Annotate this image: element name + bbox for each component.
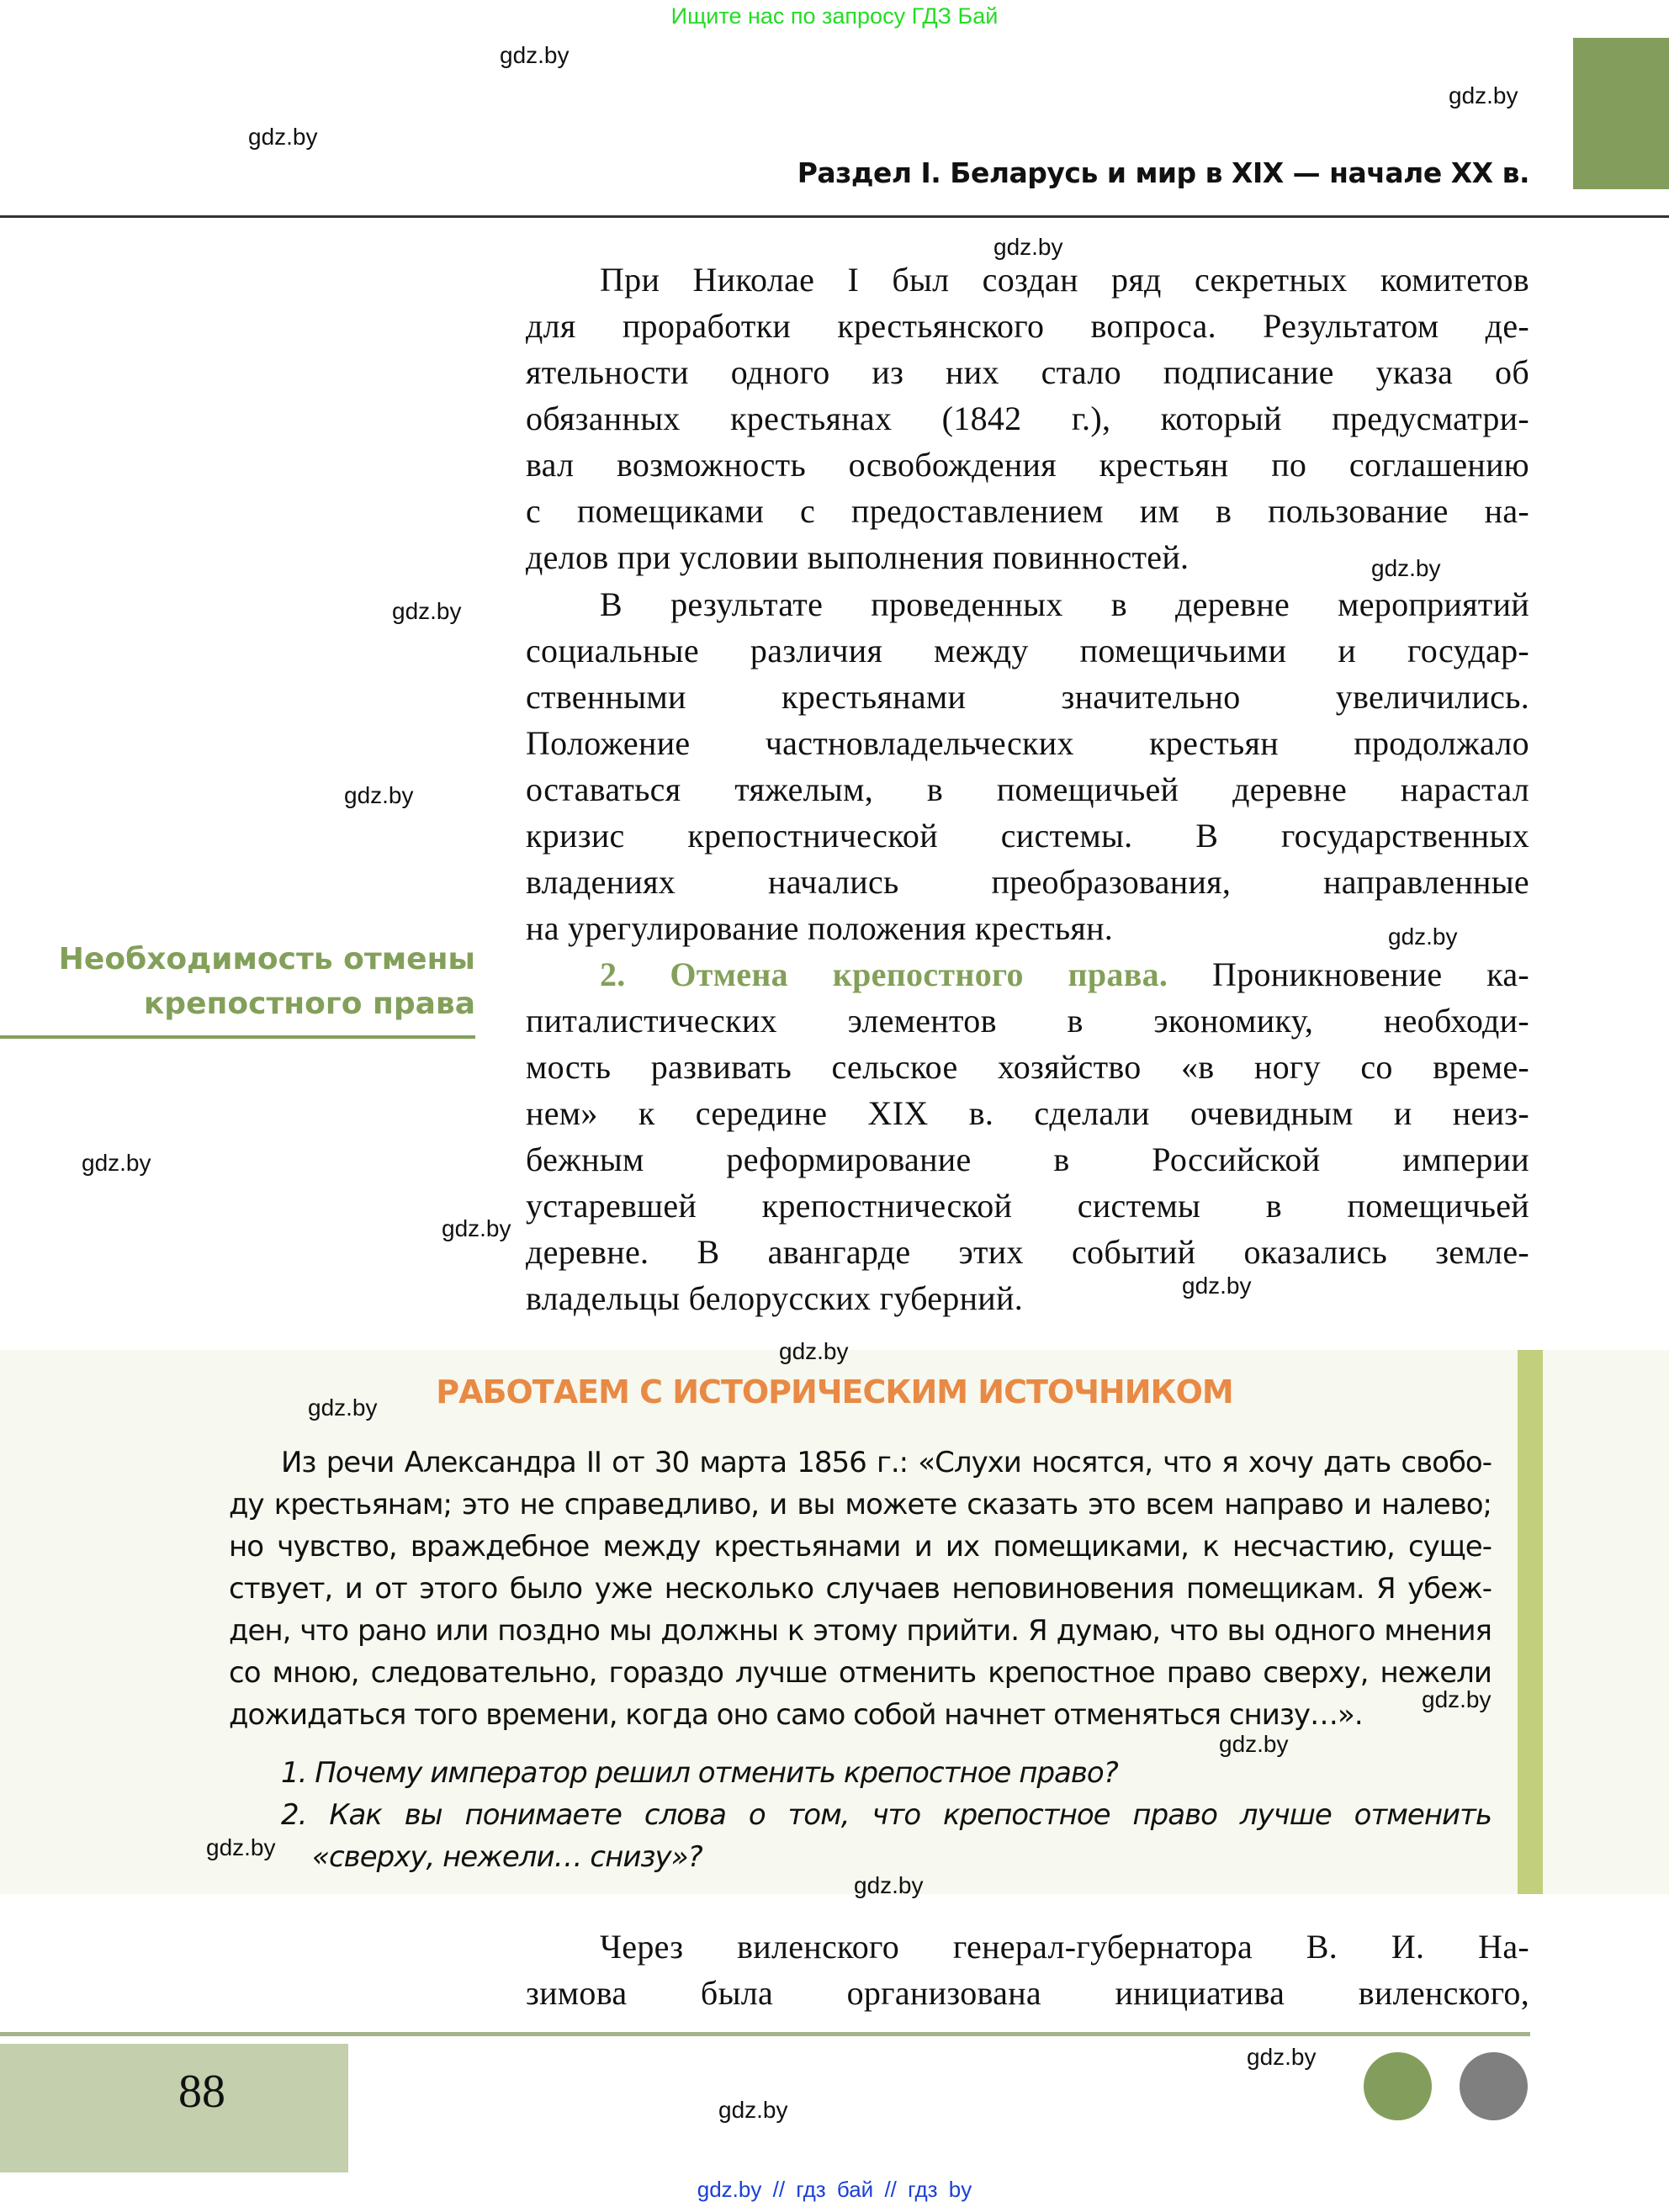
watermark: gdz.by [1422, 1686, 1492, 1712]
watermark: gdz.by [1371, 555, 1441, 581]
watermark: gdz.by [854, 1872, 924, 1898]
quote-line: дожидаться того времени, когда оно само собой начнет отменяться снизу…». [229, 1698, 1363, 1732]
question-1: 1. Почему император решил отменить крепостное право? [281, 1756, 1118, 1790]
quote-line: ду крестьянам; это не справедливо, и вы можете сказать это всем направо и налево; [229, 1488, 1492, 1521]
watermark: gdz.by [993, 234, 1063, 260]
running-head: Раздел I. Беларусь и мир в XIX — начале XX в. [797, 156, 1529, 189]
watermark: gdz.by [1449, 82, 1518, 108]
text-line: Через виленского генерал-губернатора В. И. На- [600, 1928, 1529, 1966]
watermark: gdz.by [779, 1338, 849, 1364]
section-heading: 2. Отмена крепостного права. [600, 955, 1168, 993]
text-line: ятельности одного из них стало подписание указа об [526, 353, 1529, 391]
watermark: gdz.by [500, 42, 570, 68]
text-line: питалистических элементов в экономику, необходи- [526, 1002, 1529, 1040]
watermark: gdz.by [82, 1150, 151, 1176]
quote-line: Из речи Александра II от 30 марта 1856 г.: «Слухи носятся, что я хочу дать свобо- [281, 1446, 1492, 1479]
search-banner: Ищите нас по запросу ГДЗ Бай [670, 3, 999, 29]
text-line: нем» к середине XIX в. сделали очевидным и неиз- [526, 1094, 1529, 1132]
text-line: бежным реформирование в Российской империи [526, 1140, 1529, 1178]
text-line: зимова была организована инициатива виленского, [526, 1974, 1529, 2012]
watermark: gdz.by [1182, 1273, 1252, 1299]
text-line: вал возможность освобождения крестьян по соглашению [526, 446, 1529, 484]
source-box-bar [1518, 1350, 1543, 1894]
text-line: Положение частновладельческих крестьян продолжало [526, 724, 1529, 762]
link-gdz-bai[interactable]: гдз бай [796, 2177, 874, 2202]
text-line: деревне. В авангарде этих событий оказались земле- [526, 1233, 1529, 1271]
watermark: gdz.by [1219, 1731, 1289, 1757]
quote-line: ствует, и от этого было уже несколько случаев неповиновения помещикам. Я убеж- [229, 1572, 1492, 1606]
link-gdz-by-cyr[interactable]: гдз by [908, 2177, 972, 2202]
text-line: оставаться тяжелым, в помещичьей деревне нарастал [526, 770, 1529, 808]
quote-line: но чувство, враждебное между крестьянами и их помещиками, к несчастию, суще- [229, 1530, 1492, 1564]
green-circle-icon [1364, 2052, 1432, 2120]
text-line: устаревшей крепостнической системы в помещичьей [526, 1187, 1529, 1225]
text-line: владельцы белорусских губерний. [526, 1279, 1023, 1317]
link-separator: // [884, 2177, 897, 2202]
watermark: gdz.by [206, 1834, 276, 1860]
source-box-heading: РАБОТАЕМ С ИСТОРИЧЕСКИМ ИСТОЧНИКОМ [436, 1373, 1233, 1410]
watermark: gdz.by [718, 2097, 788, 2123]
text-line: ственными крестьянами значительно увеличились. [526, 678, 1529, 716]
chapter-tab [1573, 38, 1669, 189]
quote-line: ден, что рано или поздно мы должны к этому прийти. Я думаю, что вы одного мнения [229, 1614, 1492, 1648]
text-line: При Николае I был создан ряд секретных комитетов [600, 261, 1529, 299]
watermark: gdz.by [1388, 923, 1458, 950]
gray-circle-icon [1460, 2052, 1528, 2120]
link-separator: // [772, 2177, 786, 2202]
watermark: gdz.by [392, 598, 462, 624]
link-gdz-by[interactable]: gdz.by [697, 2177, 762, 2202]
text-line: владениях начались преобразования, направленные [526, 863, 1529, 901]
text-line: с помещиками с предоставлением им в пользование на- [526, 492, 1529, 530]
section-heading-line [600, 951, 1529, 998]
text-line: для проработки крестьянского вопроса. Результатом де- [526, 307, 1529, 345]
text-run: Проникновение ка- [1212, 955, 1529, 993]
sidebar-heading-line-2: крепостного права [143, 987, 475, 1021]
page-number: 88 [178, 2066, 225, 2118]
footer-rule [0, 2032, 1530, 2036]
watermark: gdz.by [442, 1215, 511, 1241]
header-rule [0, 215, 1669, 218]
sidebar-rule [0, 1035, 475, 1039]
text-line: социальные различия между помещичьими и государ- [526, 632, 1529, 669]
watermark: gdz.by [344, 782, 414, 808]
sidebar-heading-line-1: Необходимость отмены [58, 942, 475, 976]
text-line: на урегулирование положения крестьян. [526, 909, 1114, 947]
text-line: мость развивать сельское хозяйство «в ногу со време- [526, 1048, 1529, 1086]
watermark: gdz.by [308, 1394, 378, 1421]
text-line: В результате проведенных в деревне мероприятий [600, 585, 1529, 623]
text-line: делов при условии выполнения повинностей. [526, 538, 1189, 576]
text-line: обязанных крестьянах (1842 г.), который предусматри- [526, 400, 1529, 437]
question-2-cont: «сверху, нежели… снизу»? [312, 1840, 702, 1874]
watermark: gdz.by [1247, 2044, 1317, 2070]
bottom-links [0, 2177, 1669, 2203]
quote-line: со мною, следовательно, гораздо лучше отменить крепостное право сверху, нежели [229, 1656, 1492, 1690]
watermark: gdz.by [248, 124, 318, 150]
question-2: 2. Как вы понимаете слова о том, что крепостное право лучше отменить [281, 1798, 1492, 1832]
text-line: кризис крепостнической системы. В государственных [526, 817, 1529, 855]
